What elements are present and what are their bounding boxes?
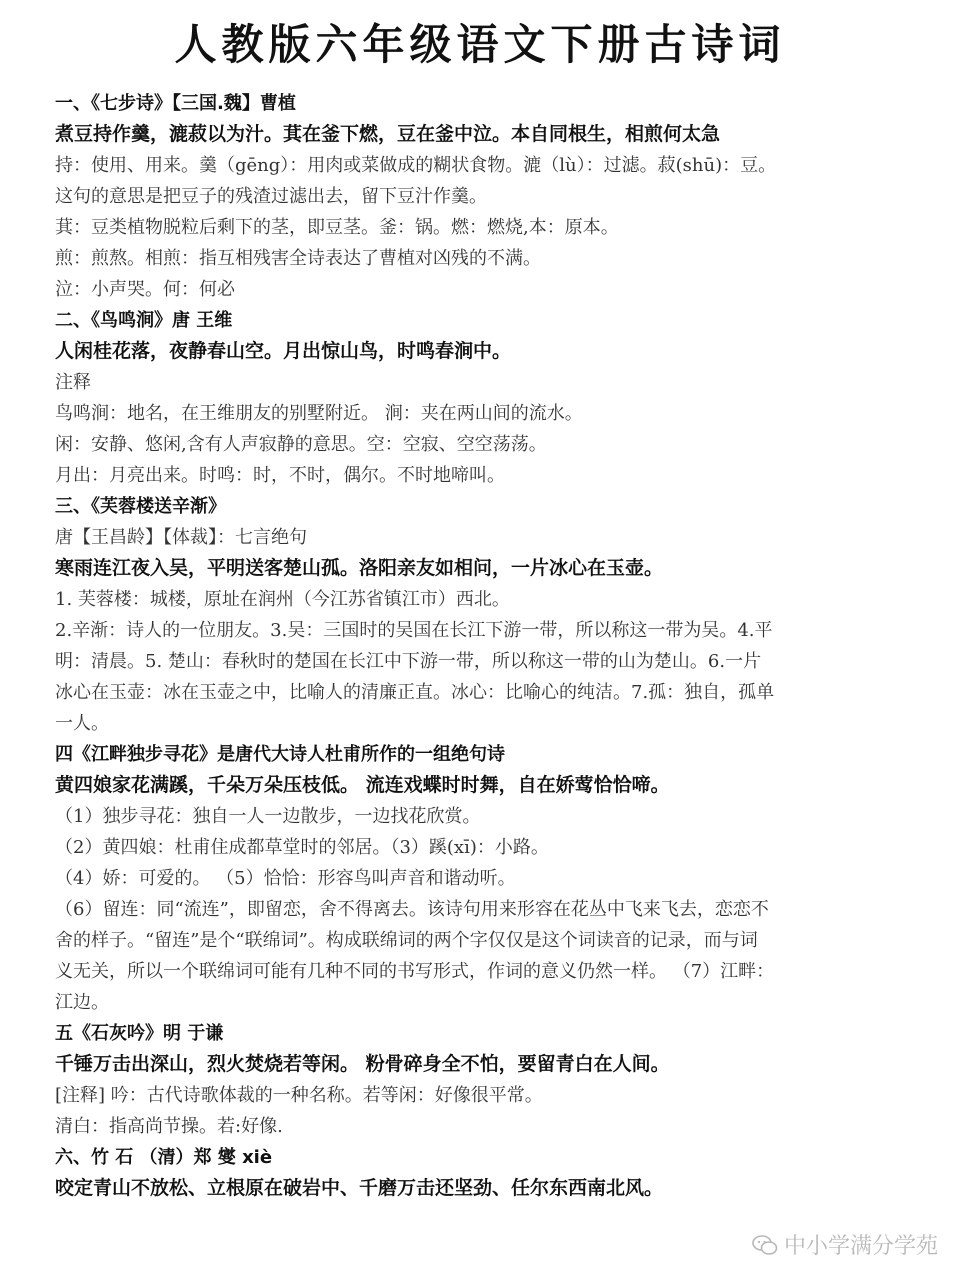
note-line: （2）黄四娘：杜甫住成都草堂时的邻居。（3）蹊(xī)：小路。 xyxy=(55,837,549,858)
section-niaomingjian xyxy=(55,305,905,491)
wechat-icon xyxy=(752,1234,778,1256)
poem-text: 咬定青山不放松、立根原在破岩中、千磨万击还坚劲、任尔东西南北风。 xyxy=(55,1177,664,1199)
note-line: [注释] 吟：古代诗歌体裁的一种名称。若等闲：好像很平常。 xyxy=(55,1085,543,1106)
section-heading: 四《江畔独步寻花》是唐代大诗人杜甫所作的一组绝句诗 xyxy=(55,744,505,765)
watermark xyxy=(752,1229,938,1260)
note-line: （6）留连：同“流连”，即留恋，舍不得离去。该诗句用来形容在花丛中飞来飞去，恋恋不 xyxy=(55,899,769,920)
note-line: 煎：煎熬。相煎：指互相残害全诗表达了曹植对凶残的不满。 xyxy=(55,248,541,269)
note-line: 这句的意思是把豆子的残渣过滤出去，留下豆汁作羹。 xyxy=(55,186,487,207)
poem-text: 寒雨连江夜入吴，平明送客楚山孤。洛阳亲友如相问，一片冰心在玉壶。 xyxy=(55,557,664,579)
note-line: （1）独步寻花：独自一人一边散步，一边找花欣赏。 xyxy=(55,806,481,827)
note-line: 萁：豆类植物脱粒后剩下的茎，即豆茎。釜：锅。燃：燃烧,本：原本。 xyxy=(55,217,619,238)
note-line: 舍的样子。“留连”是个“联绵词”。构成联绵词的两个字仅仅是这个词读音的记录，而与词 xyxy=(55,930,758,951)
section-jiangpan xyxy=(55,739,905,1018)
section-shihuiyin xyxy=(55,1018,905,1142)
note-line: 月出：月亮出来。时鸣：时，不时，偶尔。不时地啼叫。 xyxy=(55,465,505,486)
section-zhushi xyxy=(55,1142,905,1204)
section-qibushi xyxy=(55,88,905,305)
poem-text: 黄四娘家花满蹊，千朵万朵压枝低。 流连戏蝶时时舞，自在娇莺恰恰啼。 xyxy=(55,774,670,796)
section-heading: 一、《七步诗》【三国.魏】曹植 xyxy=(55,93,296,114)
section-heading: 二、《鸟鸣涧》唐 王维 xyxy=(55,310,233,331)
note-line: 1. 芙蓉楼：城楼，原址在润州（今江苏省镇江市）西北。 xyxy=(55,589,510,610)
note-line: （4）娇：可爱的。 （5）恰恰：形容鸟叫声音和谐动听。 xyxy=(55,868,516,889)
poem-text: 煮豆持作羹，漉菽以为汁。萁在釜下燃，豆在釜中泣。本自同根生，相煎何太急 xyxy=(55,123,721,145)
poem-text: 千锤万击出深山，烈火焚烧若等闲。 粉骨碎身全不怕，要留青白在人间。 xyxy=(55,1053,670,1075)
note-line: 注释 xyxy=(55,372,91,393)
note-line: 鸟鸣涧：地名，在王维朋友的别墅附近。 涧：夹在两山间的流水。 xyxy=(55,403,583,424)
note-line: 闲：安静、悠闲,含有人声寂静的意思。空：空寂、空空荡荡。 xyxy=(55,434,547,455)
note-line: 江边。 xyxy=(55,992,109,1013)
note-line: 泣：小声哭。何：何必 xyxy=(55,279,235,300)
note-line: 义无关，所以一个联绵词可能有几种不同的书写形式，作词的意义仍然一样。 （7）江畔： xyxy=(55,961,775,982)
note-line: 2.辛渐：诗人的一位朋友。3.吴：三国时的吴国在长江下游一带，所以称这一带为吴。4.平 xyxy=(55,620,773,641)
section-heading: 三、《芙蓉楼送辛渐》 xyxy=(55,496,226,517)
note-line: 一人。 xyxy=(55,713,109,734)
poem-text: 人闲桂花落，夜静春山空。月出惊山鸟，时鸣春涧中。 xyxy=(55,340,512,362)
note-line: 冰心在玉壶：冰在玉壶之中，比喻人的清廉正直。冰心：比喻心的纯洁。7.孤：独自，孤单 xyxy=(55,682,775,703)
page-title: 人教版六年级语文下册古诗词 xyxy=(174,20,786,69)
section-heading: 五《石灰吟》明 于谦 xyxy=(55,1023,224,1044)
content-body xyxy=(55,88,905,1204)
watermark-text: 中小学满分学苑 xyxy=(783,1234,938,1259)
section-heading: 六、竹 石 （清）郑 燮 xiè xyxy=(55,1147,273,1168)
section-subheading: 唐【王昌龄】【体裁】：七言绝句 xyxy=(55,527,307,548)
note-line: 持：使用、用来。羹（gēng）：用肉或菜做成的糊状食物。漉（lù）：过滤。菽(shū)：豆。 xyxy=(55,155,777,176)
note-line: 明：清晨。5. 楚山：春秋时的楚国在长江中下游一带，所以称这一带的山为楚山。6.一片 xyxy=(55,651,762,672)
section-furonglou xyxy=(55,491,905,739)
note-line: 清白：指高尚节操。若:好像. xyxy=(55,1116,283,1137)
